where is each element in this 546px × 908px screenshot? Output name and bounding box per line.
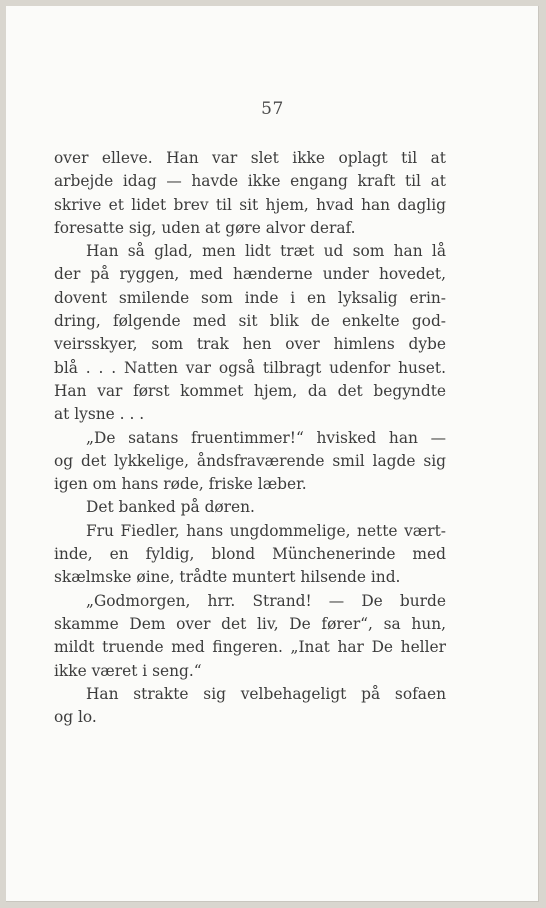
- page-number: 57: [261, 99, 284, 119]
- text-line: Han strakte sig velbehageligt på sofaen: [86, 684, 446, 703]
- text-line: mildt truende med fingeren. „Inat har De heller: [54, 638, 446, 657]
- text-line: ikke været i seng.“: [54, 661, 202, 680]
- text-line: dring, følgende med sit blik de enkelte god-: [54, 312, 446, 331]
- text-line: inde, en fyldig, blond Münchenerinde med: [54, 545, 446, 564]
- text-line: og det lykkelige, åndsfraværende smil lagde sig: [54, 451, 446, 470]
- text-line: „Godmorgen, hrr. Strand! — De burde: [86, 591, 446, 610]
- text-line: igen om hans røde, friske læber.: [54, 475, 307, 494]
- text-line: skrive et lidet brev til sit hjem, hvad han daglig: [54, 195, 446, 214]
- text-line: at lysne . . .: [54, 405, 145, 424]
- text-line: Fru Fiedler, hans ungdommelige, nette vært-: [86, 521, 446, 540]
- text-line: Han var først kommet hjem, da det begyndte: [54, 381, 446, 400]
- text-line: blå . . . Natten var også tilbragt udenfor huset.: [54, 358, 446, 377]
- book-page: [6, 6, 539, 902]
- text-line: foresatte sig, uden at gøre alvor deraf.: [54, 218, 356, 237]
- text-line: „De satans fruentimmer!“ hvisked han —: [86, 428, 446, 447]
- text-line: Han så glad, men lidt træt ud som han lå: [86, 242, 446, 261]
- text-line: skamme Dem over det liv, De fører“, sa hun,: [54, 614, 446, 633]
- body-text: [54, 147, 446, 729]
- text-line: skælmske øine, trådte muntert hilsende ind.: [54, 568, 401, 587]
- text-line: veirsskyer, som trak hen over himlens dybe: [54, 335, 446, 354]
- text-line: der på ryggen, med hænderne under hovedet,: [54, 265, 446, 284]
- text-line: Det banked på døren.: [86, 498, 255, 517]
- text-line: og lo.: [54, 708, 97, 727]
- text-line: dovent smilende som inde i en lyksalig erin-: [54, 288, 446, 307]
- text-line: arbejde idag — havde ikke engang kraft til at: [54, 172, 446, 191]
- text-line: over elleve. Han var slet ikke oplagt til at: [54, 149, 446, 167]
